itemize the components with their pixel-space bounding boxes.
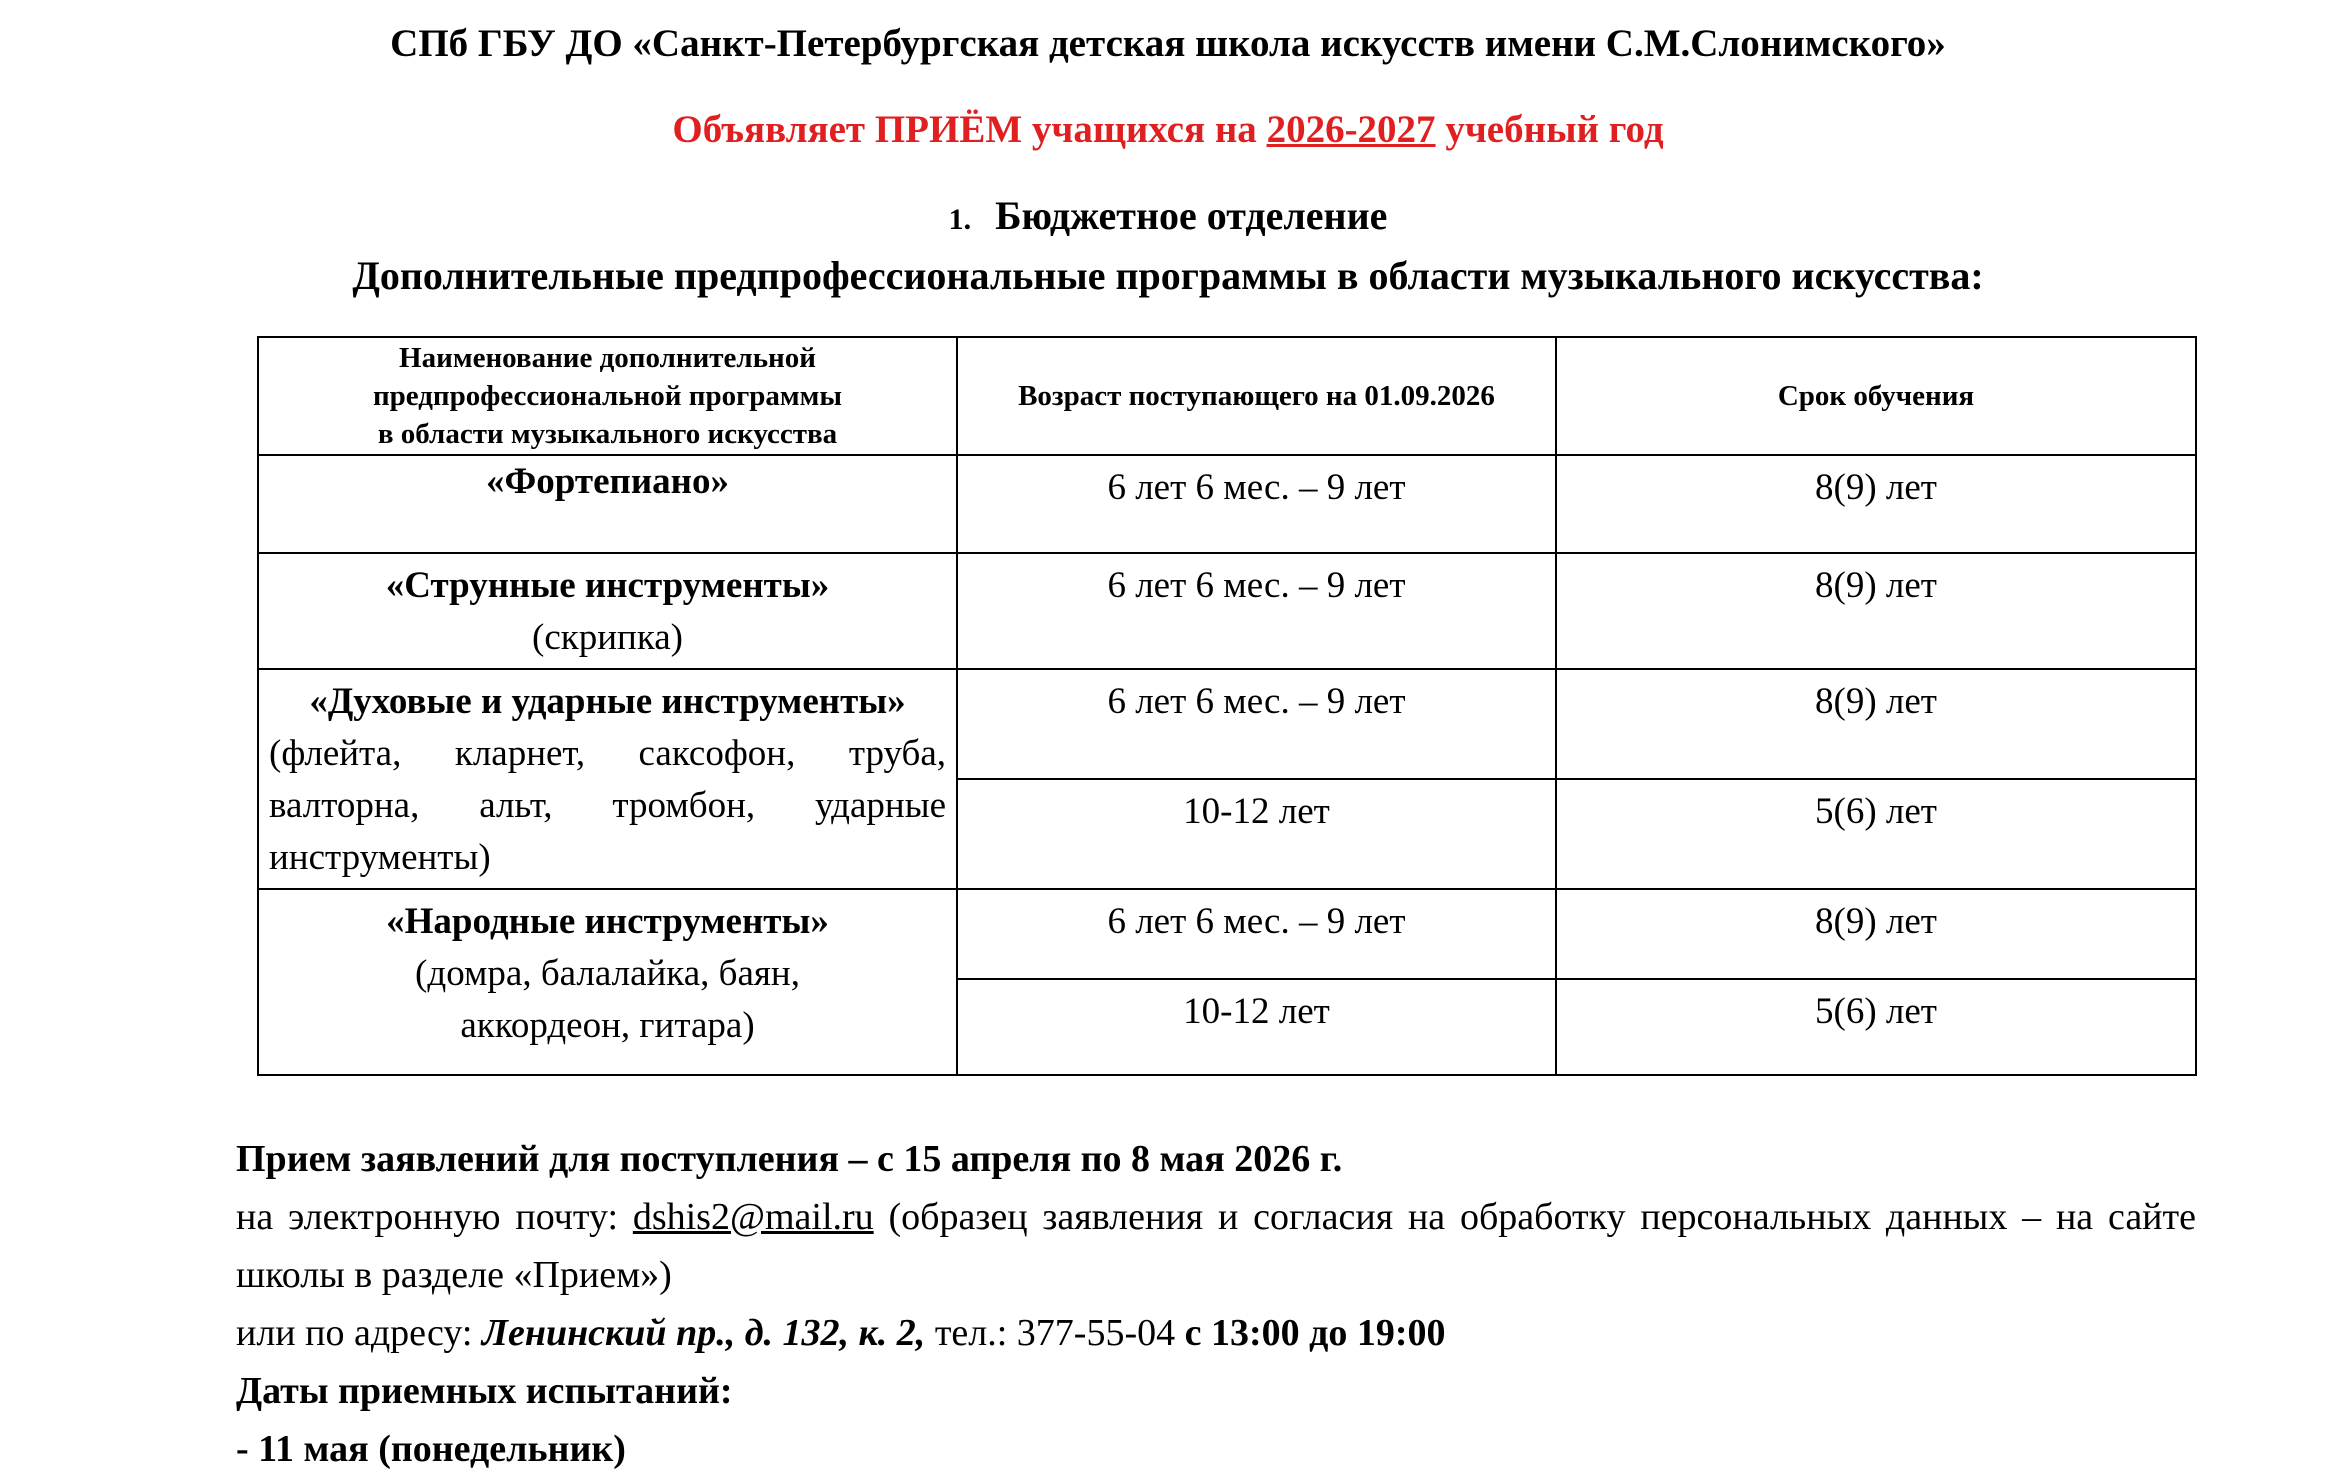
- program-name: «Фортепиано»: [486, 461, 729, 502]
- school-title: СПб ГБУ ДО «Санкт-Петербургская детская школа искусств имени С.М.Слонимского»: [390, 22, 1946, 65]
- program-detail: (флейта, кларнет, саксофон, труба, валторна, альт, тромбон, ударные инструменты): [269, 733, 946, 878]
- address-line: или по адресу: Ленинский пр., д. 132, к. 2, тел.: 377-55-04 с 13:00 до 19:00: [236, 1312, 1446, 1354]
- duration-cell: 8(9) лет: [1556, 889, 2196, 979]
- age-cell: 6 лет 6 мес. – 9 лет: [957, 553, 1556, 669]
- duration-cell: 8(9) лет: [1556, 553, 2196, 669]
- age-cell: 6 лет 6 мес. – 9 лет: [957, 889, 1556, 979]
- table-row: [258, 553, 2196, 669]
- admission-info: [236, 1130, 2196, 1478]
- section-number: 1.: [948, 203, 972, 236]
- admission-announcement: [0, 104, 2336, 156]
- header-duration: Срок обучения: [1556, 337, 2196, 455]
- program-cell: [258, 455, 957, 553]
- age-cell: 6 лет 6 мес. – 9 лет: [957, 455, 1556, 553]
- program-name: «Струнные инструменты»: [385, 565, 830, 606]
- program-cell: [258, 889, 957, 1075]
- program-detail: (скрипка): [532, 617, 683, 658]
- applications-period: Прием заявлений для поступления – с 15 апреля по 8 мая 2026 г.: [236, 1138, 1343, 1180]
- program-detail: (домра, балалайка, баян, аккордеон, гитара): [415, 953, 800, 1046]
- header-age: Возраст поступающего на 01.09.2026: [957, 337, 1556, 455]
- academic-year: 2026-2027: [1266, 108, 1436, 151]
- duration-cell: 5(6) лет: [1556, 979, 2196, 1075]
- duration-cell: 8(9) лет: [1556, 455, 2196, 553]
- duration-cell: 8(9) лет: [1556, 669, 2196, 779]
- programs-heading: Дополнительные предпрофессиональные программы в области музыкального искусства:: [352, 253, 1984, 298]
- programs-table: [257, 336, 2197, 1076]
- table-header-row: [258, 337, 2196, 455]
- program-name: «Духовые и ударные инструменты»: [309, 681, 906, 722]
- section-heading: [0, 190, 2336, 246]
- exams-title: Даты приемных испытаний:: [236, 1370, 733, 1412]
- phone: тел.: 377-55-04: [925, 1312, 1185, 1354]
- program-cell: [258, 553, 957, 669]
- table-row: [258, 669, 2196, 779]
- table-row: [258, 889, 2196, 979]
- age-cell: 10-12 лет: [957, 979, 1556, 1075]
- address: Ленинский пр., д. 132, к. 2,: [481, 1312, 926, 1354]
- age-cell: 6 лет 6 мес. – 9 лет: [957, 669, 1556, 779]
- office-hours: с 13:00 до 19:00: [1184, 1312, 1446, 1354]
- announce-prefix: Объявляет ПРИЁМ учащихся на: [672, 108, 1267, 151]
- email-paragraph: на электронную почту: dshis2@mail.ru (образец заявления и согласия на обработку персональных данных – на сайте школы в разделе «Прием»): [236, 1196, 2196, 1296]
- header-program: Наименование дополнительной предпрофессиональной программы в области музыкального искусства: [258, 337, 957, 455]
- email-link[interactable]: dshis2@mail.ru: [632, 1196, 874, 1238]
- program-name: «Народные инструменты»: [386, 901, 829, 942]
- announce-suffix: учебный год: [1435, 108, 1664, 151]
- duration-cell: 5(6) лет: [1556, 779, 2196, 889]
- section-title: Бюджетное отделение: [995, 193, 1388, 238]
- table-row: [258, 455, 2196, 553]
- exam-date: - 11 мая (понедельник): [236, 1428, 626, 1470]
- age-cell: 10-12 лет: [957, 779, 1556, 889]
- program-cell: [258, 669, 957, 889]
